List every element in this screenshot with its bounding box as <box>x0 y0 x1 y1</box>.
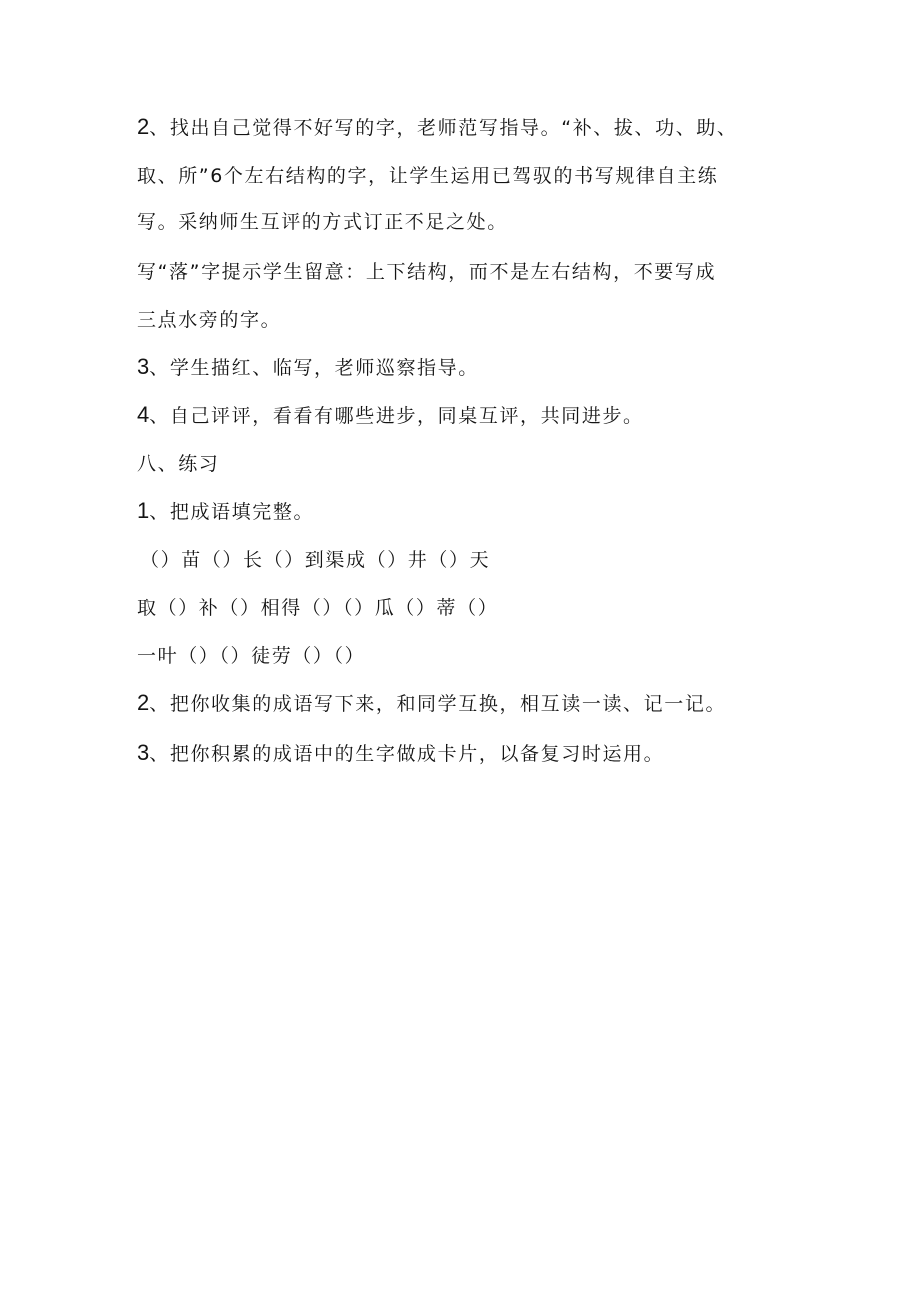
text-line-1 <box>137 110 787 144</box>
text-line-3 <box>137 204 787 238</box>
line-text: 写。采纳师生互评的方式订正不足之处。 <box>137 211 508 233</box>
text-line-4 <box>137 254 787 288</box>
text-line-9 <box>137 494 787 528</box>
text-line-5 <box>137 302 787 336</box>
line-text: （）苗（）长（）到渠成（）井（）天 <box>140 549 491 571</box>
text-line-13 <box>137 686 787 720</box>
text-line-7 <box>137 398 787 432</box>
line-text: 、自己评评，看看有哪些进步，同桌互评，共同进步。 <box>149 405 644 427</box>
item-number: 1 <box>137 498 150 523</box>
idiom-blank-line-1 <box>140 542 790 576</box>
line-text: 八、练习 <box>137 453 220 475</box>
line-text: 取（）补（）相得（）（）瓜（）蒂（） <box>137 597 499 619</box>
item-number: 3 <box>137 354 150 379</box>
text-line-14 <box>137 736 787 770</box>
idiom-blank-line-3 <box>137 638 787 672</box>
item-number: 2 <box>137 114 150 139</box>
item-number: 4 <box>137 402 150 427</box>
line-text: 、把你积累的成语中的生字做成卡片，以备复习时运用。 <box>149 743 665 765</box>
item-number: 3 <box>137 740 150 765</box>
line-text: 、把你收集的成语写下来，和同学互换，相互读一读、记一记。 <box>149 693 727 715</box>
section-heading <box>137 446 787 480</box>
text-line-2 <box>137 158 787 192</box>
item-number: 2 <box>137 690 150 715</box>
line-text: 、把成语填完整。 <box>149 501 315 523</box>
line-text: 、找出自己觉得不好写的字，老师范写指导。“补、拔、功、助、 <box>149 117 738 139</box>
text-line-6 <box>137 350 787 384</box>
line-text: 写“落”字提示学生留意：上下结构，而不是左右结构，不要写成 <box>137 261 717 283</box>
line-text: 三点水旁的字。 <box>137 309 282 331</box>
line-text: 一叶（）（）徒劳（）（） <box>137 645 366 667</box>
idiom-blank-line-2 <box>137 590 787 624</box>
line-text: 取、所”6个左右结构的字，让学生运用已驾驭的书写规律自主练 <box>137 165 719 187</box>
line-text: 、学生描红、临写，老师巡察指导。 <box>149 357 479 379</box>
